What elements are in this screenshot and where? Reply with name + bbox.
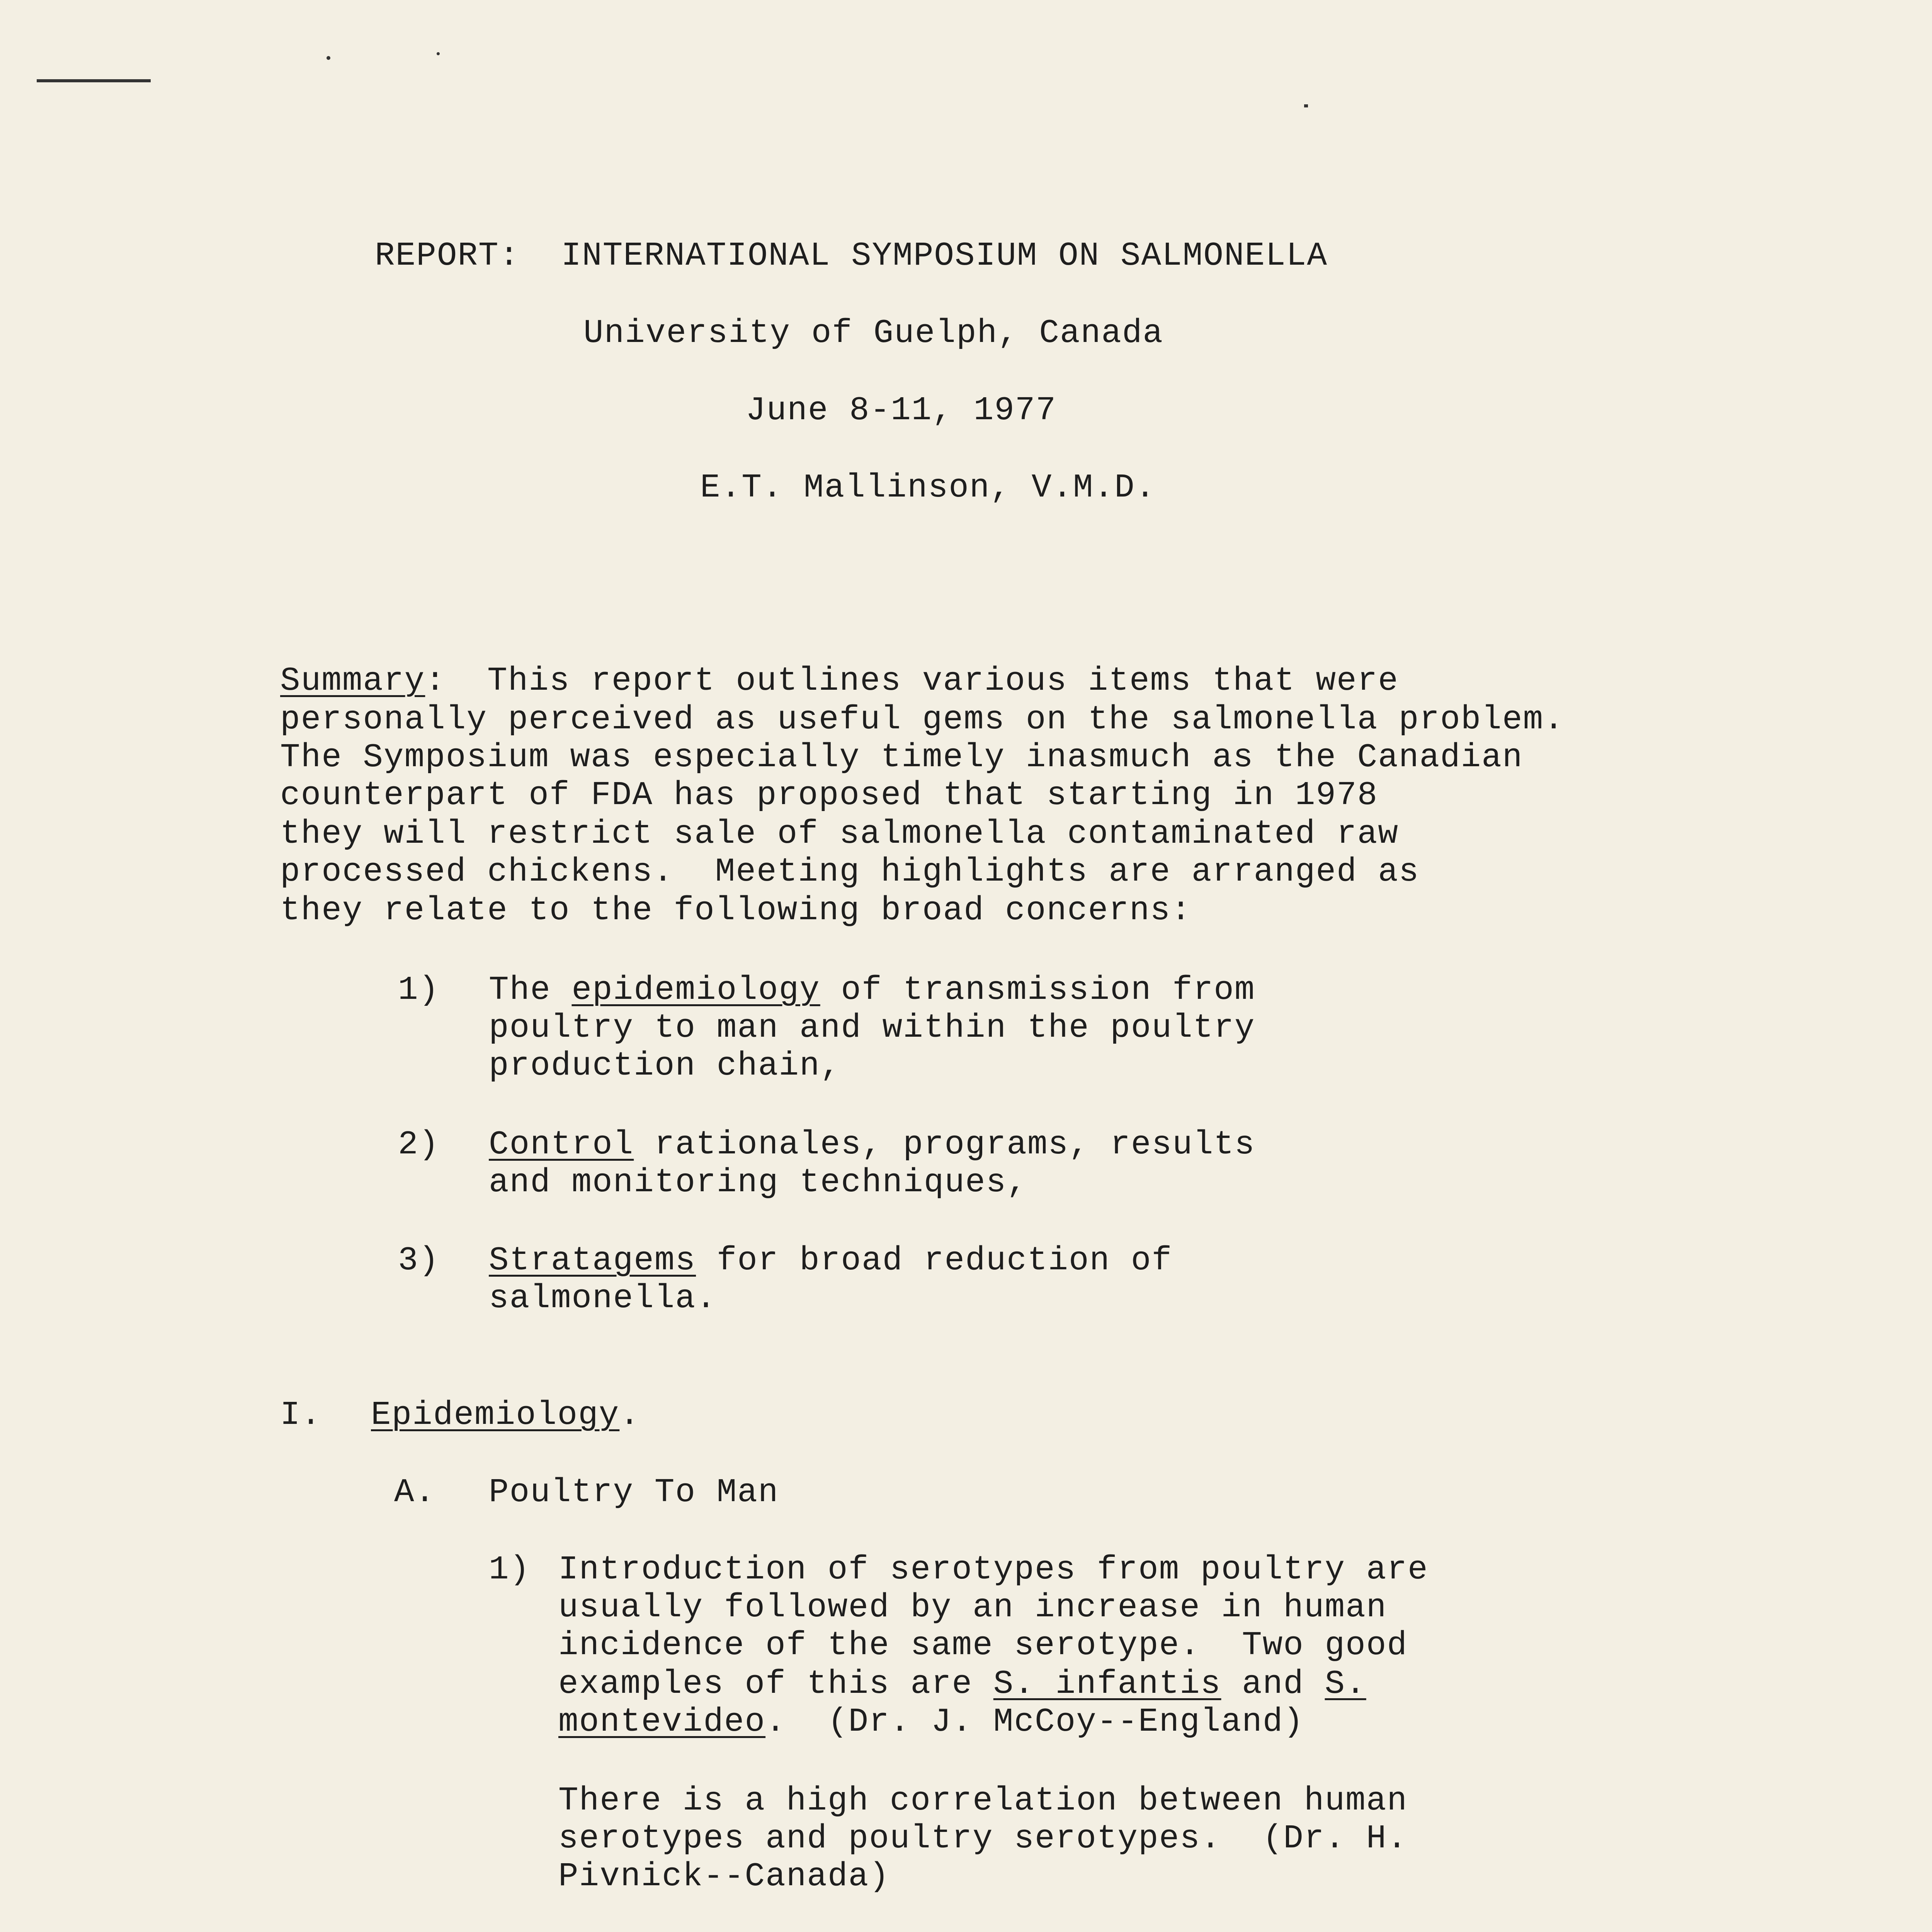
concern-2-line-1: Control rationales, programs, results — [489, 1126, 1255, 1163]
scan-dot-1 — [327, 56, 330, 60]
concern-1-line-1: The epidemiology of transmission from — [489, 971, 1255, 1009]
concern-1-line-2: poultry to man and within the poultry — [489, 1009, 1255, 1047]
item-1-para2-line-1: There is a high correlation between human — [558, 1782, 1408, 1820]
subsection-title: Poultry To Man — [489, 1473, 779, 1511]
concern-1-number: 1) — [398, 971, 440, 1009]
item-1-line-4: examples of this are S. infantis and S. — [558, 1665, 1366, 1703]
section-numeral: I. — [280, 1396, 322, 1434]
summary-line-3: The Symposium was especially timely inasmuch as the Canadian — [280, 738, 1523, 776]
item-1-line-3: incidence of the same serotype. Two good — [558, 1626, 1408, 1664]
summary-line-6: processed chickens. Meeting highlights are arranged as — [280, 853, 1420, 891]
concern-1-line-3: production chain, — [489, 1047, 841, 1085]
scan-dot-2 — [437, 52, 440, 55]
item-1-line-1: Introduction of serotypes from poultry are — [558, 1551, 1429, 1588]
item-1-number: 1) — [489, 1551, 531, 1588]
summary-line-1: Summary: This report outlines various items that were — [280, 662, 1399, 700]
concern-3-line-2: salmonella. — [489, 1279, 717, 1317]
summary-line-4: counterpart of FDA has proposed that starting in 1978 — [280, 776, 1378, 814]
concern-3-line-1: Stratagems for broad reduction of — [489, 1242, 1173, 1279]
summary-line-2: personally perceived as useful gems on the salmonella problem. — [280, 701, 1565, 738]
summary-label: Summary — [280, 662, 425, 700]
report-author: E.T. Mallinson, V.M.D. — [700, 469, 1156, 507]
concern-2-line-2: and monitoring techniques, — [489, 1163, 1027, 1201]
item-1-para2-line-3: Pivnick--Canada) — [558, 1857, 890, 1895]
item-1-para2-line-2: serotypes and poultry serotypes. (Dr. H. — [558, 1820, 1408, 1857]
item-1-line-5: montevideo. (Dr. J. McCoy--England) — [558, 1703, 1304, 1741]
report-date: June 8-11, 1977 — [746, 391, 1057, 429]
section-heading: Epidemiology. — [371, 1396, 640, 1434]
item-1-line-2: usually followed by an increase in human — [558, 1588, 1387, 1626]
subsection-letter: A. — [394, 1473, 436, 1511]
report-location: University of Guelph, Canada — [583, 314, 1164, 352]
scan-mark-top-left — [37, 79, 151, 82]
concern-3-number: 3) — [398, 1242, 440, 1279]
report-title: REPORT: INTERNATIONAL SYMPOSIUM ON SALMONELLA — [375, 237, 1328, 275]
summary-line-7: they relate to the following broad concerns: — [280, 891, 1192, 929]
scan-dot-3 — [1304, 104, 1308, 107]
summary-line-5: they will restrict sale of salmonella contaminated raw — [280, 815, 1399, 853]
concern-2-number: 2) — [398, 1126, 440, 1163]
